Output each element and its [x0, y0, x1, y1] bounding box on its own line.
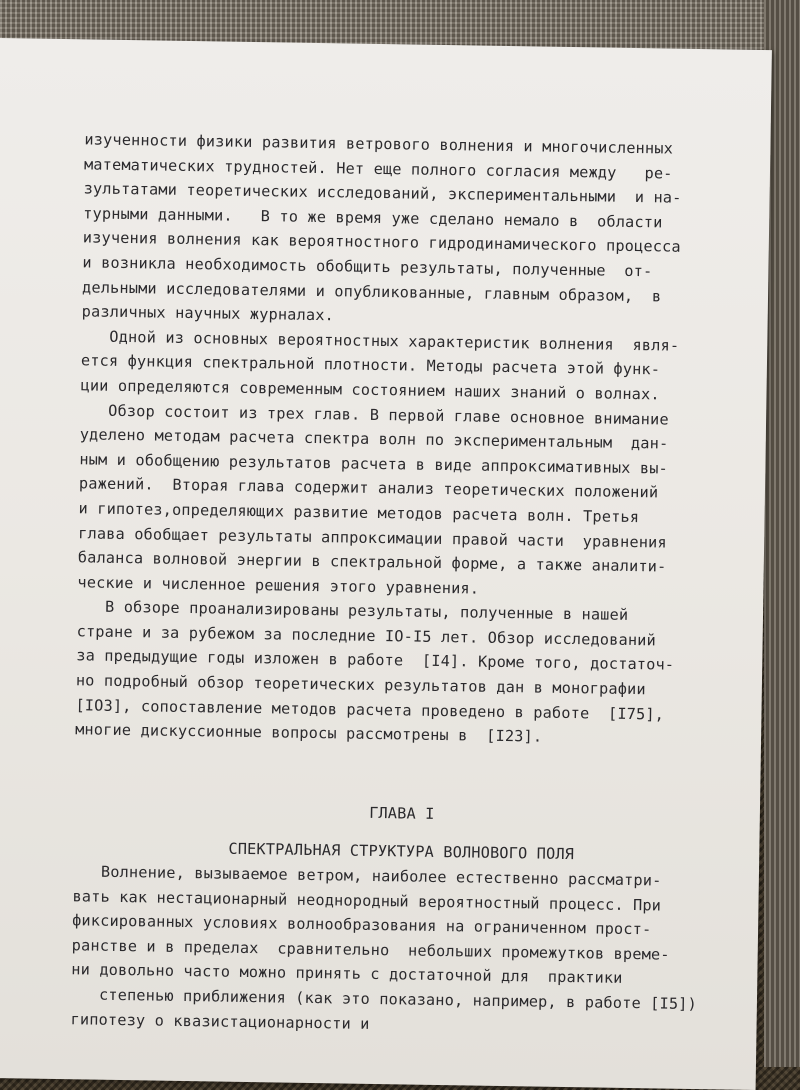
text-line: ции определяются современным состоянием наших знаний о волнах.: [80, 376, 660, 404]
text-line: Одной из основных вероятностных характеристик волнения явля-: [81, 327, 680, 355]
text-line: дельными исследователями и опубликованные, главным образом, в: [81, 277, 662, 305]
text-line: Обзор состоит из трех глав. В первой главе основное внимание: [80, 400, 669, 429]
text-line: В обзоре проанализированы результаты, полученные в нашей: [76, 597, 629, 625]
text-line: уделено методам расчета спектра волн по экспериментальным дан-: [79, 425, 669, 453]
text-line: вать как нестационарный неоднородный вероятностный процесс. При: [72, 886, 662, 915]
intro-section: [75, 127, 741, 752]
text-line: Волнение, вызываемое ветром, наиболее естественно рассматри-: [72, 862, 662, 890]
text-line: баланса волновой энергии в спектральной форме, а также аналити-: [77, 548, 667, 576]
text-line: ческие и численное решения этого уравнения.: [77, 572, 480, 598]
text-line: зультатами теоретических исследований, экспериментальными и на-: [83, 179, 682, 207]
chapter-title: СПЕКТРАЛЬНАЯ СТРУКТУРА ВОЛНОВОГО ПОЛЯ: [228, 840, 575, 864]
text-line: различных научных журналах.: [81, 302, 335, 325]
text-line: [IO3], сопоставление методов расчета проведено в работе [I75],: [75, 695, 665, 724]
text-line: и возникла необходимость обобщить результаты, полученные от-: [82, 253, 653, 281]
text-line: ется функция спектральной плотности. Методы расчета этой функ-: [80, 351, 661, 379]
document-page: [0, 38, 772, 1090]
text-line: ным и обобщению результатов расчета в виде аппроксимативных вы-: [79, 450, 669, 478]
text-line: за предыдущие годы изложен в работе [I4]. Кроме того, достаточ-: [76, 646, 675, 675]
text-line: изучения волнения как вероятностного гидродинамического процесса: [82, 228, 681, 257]
text-line: ни довольно часто можно принять с достаточной для практики: [71, 960, 623, 988]
text-line: фиксированных условиях волнообразования на ограниченном прост-: [72, 911, 652, 939]
text-line: гипотезу о квазистационарности и: [70, 1009, 370, 1033]
text-line: многие дискуссионные вопросы рассмотрены в [I23].: [75, 720, 543, 746]
text-line: глава обобщает результаты аппроксимации правой части уравнения: [78, 523, 667, 552]
page-text: [70, 127, 740, 1041]
chapter-section: [70, 859, 729, 1041]
chapter-label: ГЛАВА I: [369, 803, 435, 823]
text-line: степенью приближения (как это показано, например, в работе [I5]): [70, 985, 698, 1014]
text-line: но подробный обзор теоретических результатов дан в монографии: [75, 671, 646, 699]
text-line: ражений. Вторая глава содержит анализ теоретических положений: [78, 474, 659, 502]
text-line: изученности физики развития ветрового волнения и многочисленных: [84, 130, 674, 158]
text-line: стране и за рубежом за последние IO-I5 лет. Обзор исследований: [76, 622, 657, 650]
text-line: ранстве и в пределах сравнительно небольших промежутков време-: [71, 936, 670, 964]
text-line: и гипотез,определяющих развитие методов расчета волн. Третья: [78, 499, 640, 527]
text-line: математических трудностей. Нет еще полного согласия между ре-: [83, 154, 673, 183]
text-line: турными данными. В то же время уже сделано немало в области: [83, 204, 663, 232]
